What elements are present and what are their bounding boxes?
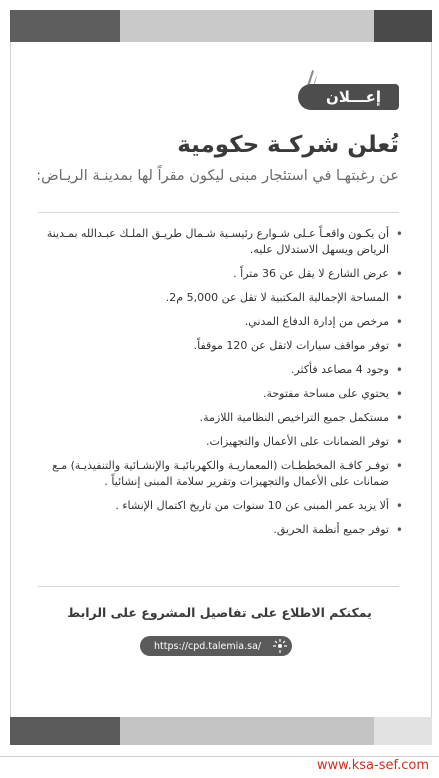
list-item: • المساحة الإجمالية المكتبية لا تقل عن 5,000 م2. — [30, 290, 403, 306]
list-item: • توفر جميع أنظمة الحريق. — [30, 522, 403, 538]
list-item: • أن يكـون واقعـاً عـلى شـوارع رئيسـية شـمال طريـق الملـك عبـدالله بمـدينة الرياض ويسهل الاستدلال عليه. — [30, 226, 403, 258]
announcement-subtitle: عن رغبتهـا في استئجار مبنى ليكون مقراً لها بمدينـة الريـاض: — [36, 168, 399, 184]
list-item: • يحتوي على مساحة مفتوحة. — [30, 386, 403, 402]
top-decor-dark-block — [10, 10, 120, 42]
list-item: • توفـر كافـة المخططـات (المعماريـة والكهربائيـة والإنشـائية والتنفيذيـة) مـع ضمانات على الأعمال والتجهيزات وتقرير سلامة المبنى إنشائياً . — [30, 458, 403, 490]
top-decor-band — [10, 10, 432, 42]
project-link-url[interactable]: https://cpd.talemia.sa/ — [154, 640, 262, 652]
source-website[interactable]: www.ksa-sef.com — [316, 758, 429, 773]
top-decor-corner-block — [374, 10, 432, 42]
click-pointer-icon — [272, 638, 288, 654]
announcement-tag-label: إعـــلان — [298, 84, 399, 110]
project-link-button[interactable] — [140, 636, 292, 656]
list-item: • مستكمل جميع التراخيص النظامية اللازمة. — [30, 410, 403, 426]
list-item: • توفر مواقف سيارات لاتقل عن 120 موقفاً. — [30, 338, 403, 354]
divider-top — [38, 212, 399, 213]
list-item: • وجود 4 مصاعد فأكثر. — [30, 362, 403, 378]
bottom-decor-dark-block — [10, 717, 120, 745]
list-item: • توفر الضمانات على الأعمال والتجهيزات. — [30, 434, 403, 450]
bottom-decor-band — [10, 717, 432, 745]
footer-divider — [0, 756, 439, 757]
list-item: • عرض الشارع لا يقل عن 36 متراً . — [30, 266, 403, 282]
announcement-tag — [298, 82, 399, 112]
announcement-title: تُعلن شركـة حكومية — [177, 132, 399, 158]
bottom-decor-light-block — [374, 717, 432, 745]
requirements-list — [30, 226, 403, 546]
divider-bottom — [38, 586, 399, 587]
list-item: • ألا يزيد عمر المبنى عن 10 سنوات من تاريخ اكتمال الإنشاء . — [30, 498, 403, 514]
list-item: • مرخص من إدارة الدفاع المدني. — [30, 314, 403, 330]
project-details-text: يمكنكم الاطلاع على تفاصيل المشروع على الرابط — [67, 605, 372, 620]
